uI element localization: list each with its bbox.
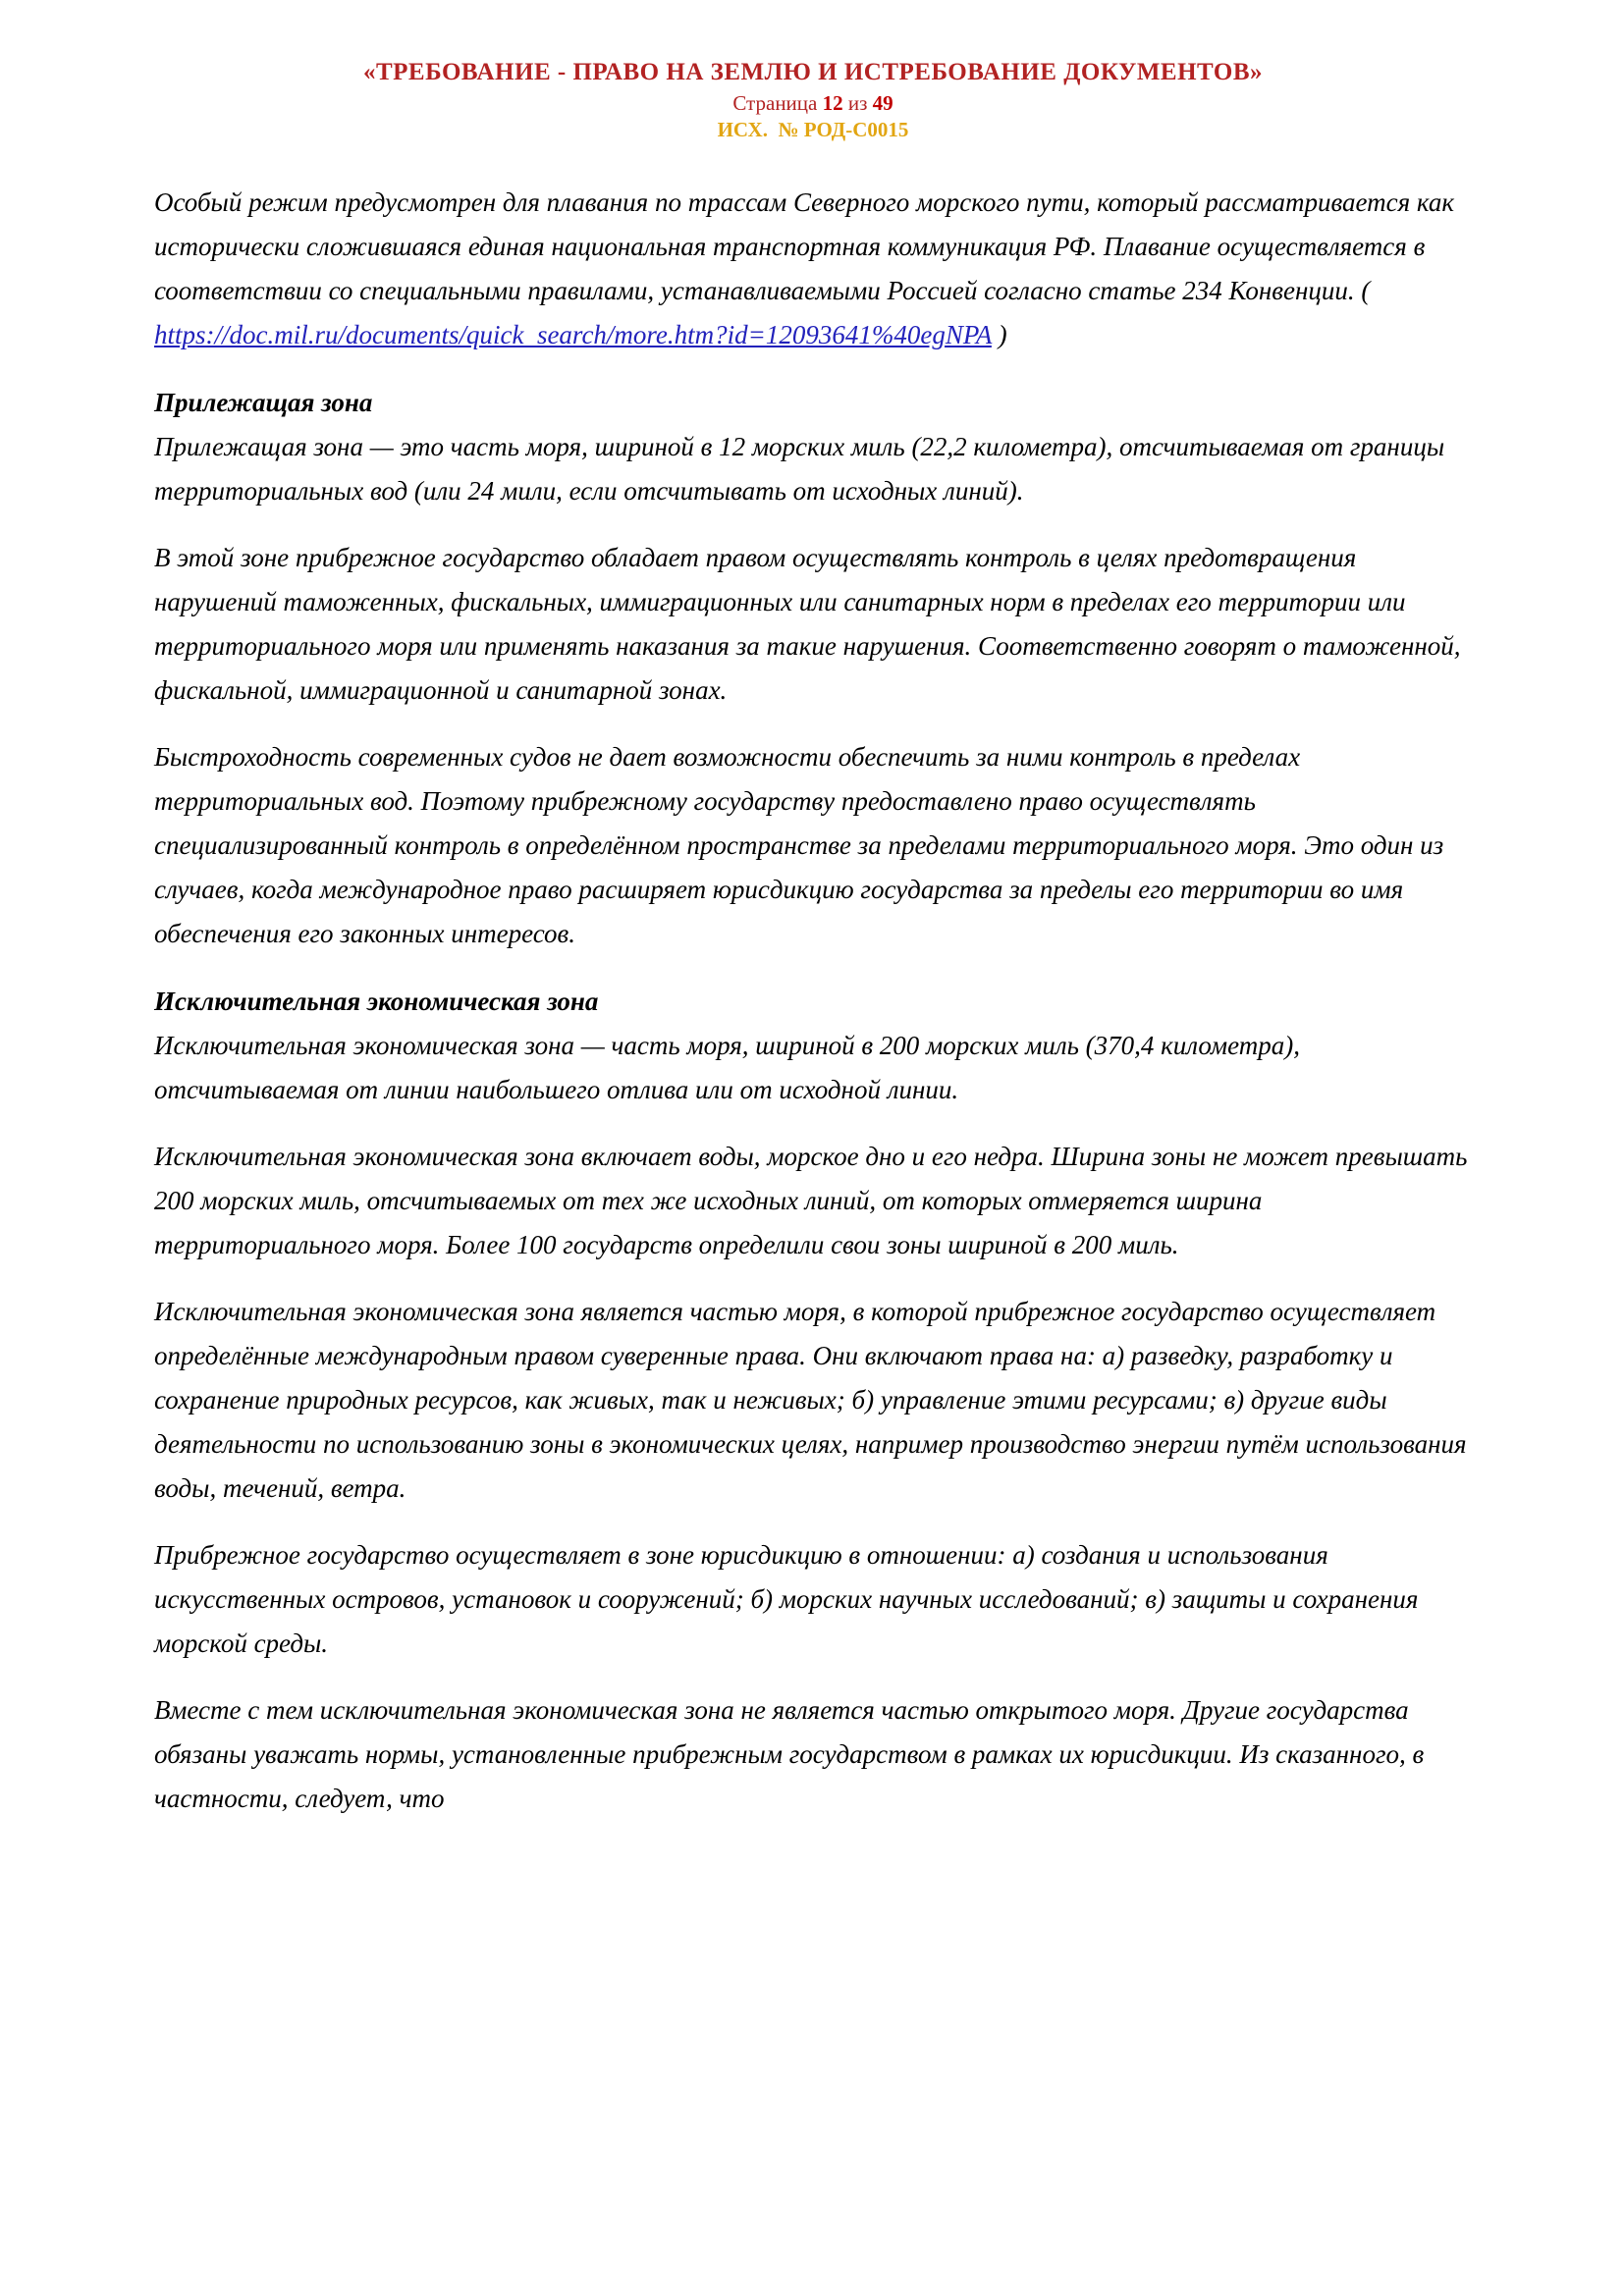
paragraph-eez-not-open-sea: Вместе с тем исключительная экономическая зона не является частью открытого моря. Другие государства обязаны уважать нормы, установленные прибрежным государством в рамках их юрисдикции. Из сказанного, в частности, следует, что <box>154 1695 1425 1813</box>
paragraph-text: Особый режим предусмотрен для плавания по трассам Северного морского пути, который рассматривается как исторически сложившаяся единая национальная транспортная коммуникация РФ. Плавание осуществляется в соответствии со специальными правилами, устанавливаемыми Россией согласно статье 234 Конвенции. ( <box>154 187 1454 305</box>
paragraph-eez-definition: Исключительная экономическая зона — часть моря, шириной в 200 морских миль (370,4 километра), отсчитываемая от линии наибольшего отлива или от исходной линии. <box>154 1031 1300 1104</box>
page-indicator <box>154 90 1472 117</box>
page-current-number: 12 <box>822 91 843 115</box>
paragraph-text-after-link: ) <box>991 320 1007 349</box>
paragraph-eez-sovereign-rights: Исключительная экономическая зона является частью моря, в которой прибрежное государство осуществляет определённые международным правом суверенные права. Они включают права на: а) разведку, разработку и сохранение природных ресурсов, как живых, так и неживых; б) управление этими ресурсами; в) другие виды деятельности по использованию зоны в экономических целях, например производство энергии путём использования воды, течений, ветра. <box>154 1297 1467 1503</box>
paragraph-coastal-state-control: В этой зоне прибрежное государство обладает правом осуществлять контроль в целях предотвращения нарушений таможенных, фискальных, иммиграционных или санитарных норм в пределах его территории или территориального моря или применять наказания за такие нарушения. Соответственно говорят о таможенной, фискальной, иммиграционной и санитарной зонах. <box>154 543 1461 705</box>
paragraph-eez-jurisdiction: Прибрежное государство осуществляет в зоне юрисдикцию в отношении: а) создания и использования искусственных островов, установок и сооружений; б) морских научных исследований; в) защиты и сохранения морской среды. <box>154 1540 1419 1658</box>
heading-adjacent-zone: Прилежащая зона <box>154 388 373 417</box>
paragraph-ship-speed-control: Быстроходность современных судов не дает возможности обеспечить за ними контроль в пределах территориальных вод. Поэтому прибрежному государству предоставлено право осуществлять специализированный контроль в определённом пространстве за пределами территориального моря. Это один из случаев, когда международное право расширяет юрисдикцию государства за пределы его территории во имя обеспечения его законных интересов. <box>154 742 1444 948</box>
document-body <box>154 181 1472 1821</box>
reference-number: ИСХ. № РОД-С0015 <box>717 118 909 141</box>
of-word: из <box>847 91 868 115</box>
paragraph-eez-width: Исключительная экономическая зона включает воды, морское дно и его недра. Ширина зоны не может превышать 200 морских миль, отсчитываемых от тех же исходных линий, от которых отмеряется ширина территориального моря. Более 100 государств определили свои зоны шириной в 200 миль. <box>154 1142 1468 1259</box>
document-header <box>154 57 1472 143</box>
page-word: Страница <box>732 91 818 115</box>
paragraph-northern-sea-route <box>154 181 1472 357</box>
heading-exclusive-economic-zone: Исключительная экономическая зона <box>154 987 599 1016</box>
document-title: «ТРЕБОВАНИЕ - ПРАВО НА ЗЕМЛЮ И ИСТРЕБОВАНИЕ ДОКУМЕНТОВ» <box>362 59 1264 85</box>
page-total-number: 49 <box>872 91 893 115</box>
paragraph-adjacent-zone-definition: Прилежащая зона — это часть моря, шириной в 12 морских миль (22,2 километра), отсчитываемая от границы территориальных вод (или 24 мили, если отсчитывать от исходных линий). <box>154 432 1445 506</box>
npa-document-link[interactable]: https://doc.mil.ru/documents/quick_search/more.htm?id=12093641%40egNPA <box>154 320 992 349</box>
